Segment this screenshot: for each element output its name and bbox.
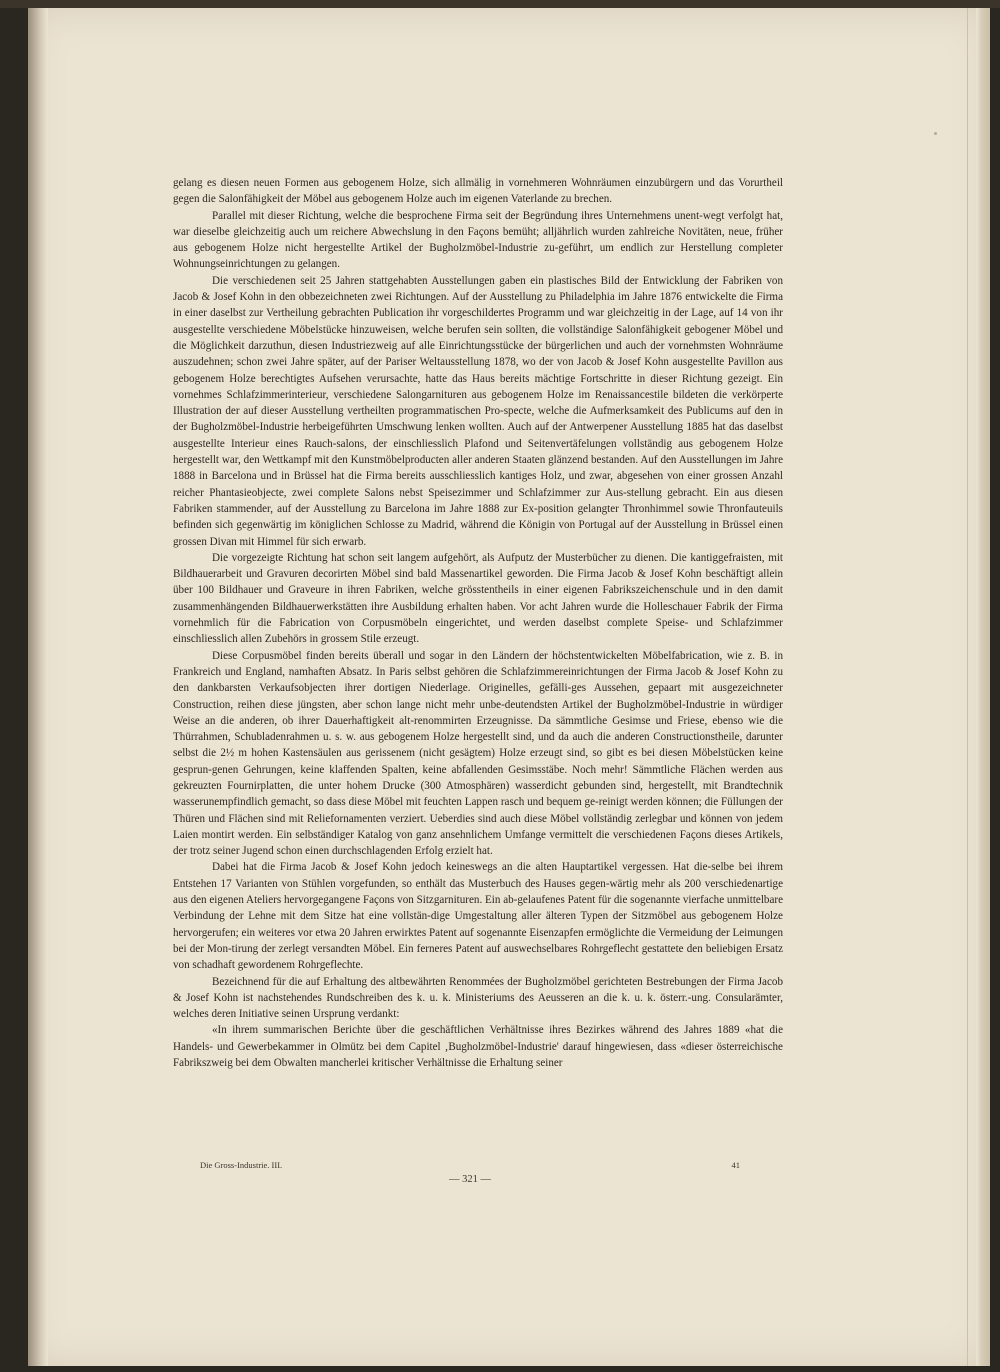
fore-edge-line bbox=[967, 8, 968, 1366]
page-gutter bbox=[28, 8, 48, 1366]
quote-paragraph: «In ihrem summarischen Berichte über die geschäftlichen Verhältnisse ihres Bezirkes während des Jahres 1889 «hat die Handels- und Gewerbekammer in Olmütz bei dem Capitel ‚Bugholzmöbel-Industrie' darauf hingewiesen, dass «dieser österreichische Fabrikszweig bei dem Obwalten mancherlei kritischer Verhältnisse die Erhaltung seiner bbox=[173, 1024, 783, 1070]
paragraph: Dabei hat die Firma Jacob & Josef Kohn jedoch keineswegs an die alten Hauptartikel vergessen. Hat die-selbe bei ihrem Entstehen 17 Varianten von Stühlen vorgefunden, so enthält das Musterbuch des Hauses gegen-wärtig mehr als 200 verschiedenartige aus den eigenen Ateliers hervorgegangene Façons von Sitzgarnituren. Ein ab-gelaufenes Patent für die sogenannte vierfache unmittelbare Verbindung der Lehne mit dem Sitze hat eine vollstän-dige Umgestaltung aller älteren Typen der Sitzmöbel aus gebogenem Holze hervorgerufen; ein weiteres vor etwa 20 Jahren erwirktes Patent auf sogenannte Eisenzapfen ermöglichte die Vermeidung der Leimungen bei der Mon-tirung der zerlegt versandten Möbel. Ein ferneres Patent auf auswechselbares Rohrgeflecht gestattete den beliebigen Ersatz von schadhaft gewordenem Rohrgeflechte. bbox=[173, 861, 783, 972]
signature-mark: 41 bbox=[731, 1160, 740, 1170]
body-text bbox=[173, 175, 783, 1071]
paragraph: Parallel mit dieser Richtung, welche die besprochene Firma seit der Begründung ihres Unternehmens unent-wegt verfolgt hat, war dieselbe gleichzeitig auch um reichere Abwechslung in den Façons bemüht; alljährlich wurden zahlreiche Novitäten, neue, früher aus gebogenem Holze nicht hergestellte Artikel der Bugholzmöbel-Industrie zu-geführt, um endlich zur Herstellung completer Wohnungseinrichtungen zu gelangen. bbox=[173, 209, 783, 271]
scan-background bbox=[0, 0, 1000, 8]
paper-speck bbox=[934, 132, 937, 135]
paragraph: Die vorgezeigte Richtung hat schon seit langem aufgehört, als Aufputz der Musterbücher zu dienen. Die kantiggefraisten, mit Bildhauerarbeit und Gravuren decorirten Möbel sind bald Massenartikel geworden. Die Firma Jacob & Josef Kohn beschäftigt allein über 100 Bildhauer und Graveure in ihren Fabriken, welche grösstentheils in einer eigenen Fabrikszeichenschule und in den damit zusammenhängenden Bildhauerwerkstätten ihre Ausbildung erhalten haben. Vor acht Jahren wurde die Holleschauer Fabrik der Firma vornehmlich für die Fabrication von Corpusmöbeln eingerichtet, und werden daselbst complete Speise- und Schlafzimmer einschliesslich allen Zubehörs in grossem Stile erzeugt. bbox=[173, 551, 783, 646]
paragraph: gelang es diesen neuen Formen aus gebogenem Holze, sich allmälig in vornehmeren Wohnräumen einzubürgern und das Vorurtheil gegen die Salonfähigkeit der Möbel aus gebogenem Holze auch im eigenen Vaterlande zu brechen. bbox=[173, 177, 783, 206]
running-footer-title: Die Gross-Industrie. III. bbox=[200, 1160, 283, 1170]
paragraph: Bezeichnend für die auf Erhaltung des altbewährten Renommées der Bugholzmöbel gerichteten Bestrebungen der Firma Jacob & Josef Kohn ist nachstehendes Rundschreiben des k. u. k. Ministeriums des Aeusseren an die k. u. k. österr.-ung. Consularämter, welches deren Initiative seinen Ursprung verdankt: bbox=[173, 975, 783, 1021]
page-number: — 321 — bbox=[449, 1174, 491, 1185]
page-fore-edge bbox=[976, 8, 990, 1366]
paragraph: Diese Corpusmöbel finden bereits überall und sogar in den Ländern der höchstentwickelten Möbelfabrication, wie z. B. in Frankreich und England, namhaften Absatz. In Paris selbst gehören die Schlafzimmereinrichtungen der Firma Jacob & Josef Kohn zu den dankbarsten Verkaufsobjecten ihrer dortigen Niederlage. Originelles, gefälli-ges Aussehen, gepaart mit ausgezeichneter Construction, reihen diese jüngsten, aber schon lange nicht mehr unbe-deutendsten Artikel der Bugholzmöbel-Industrie in würdiger Weise an die anderen, ob ihrer Dauerhaftigkeit alt-renommirten Erzeugnisse. Da sämmtliche Gesimse und Friese, ebenso wie die Thürrahmen, Schubladenrahmen u. s. w. aus gebogenem Holze hergestellt sind, und da auch die anderen Constructionstheile, darunter selbst die 2½ m hohen Kastensäulen aus gerissenem (nicht gesägtem) Holze erzeugt sind, so gibt es bei diesen Möbelstücken keine gesprun-genen Gehrungen, keine klaffenden Spalten, keine abfallenden Gesimsstäbe. Noch mehr! Sämmtliche Flächen werden aus gekreuzten Fournirplatten, die unter hohem Drucke (300 Atmosphären) wasserdicht gebunden sind, hergestellt, mit Brandtechnik wasserunempfindlich gemacht, so dass diese Möbel mit feuchten Lappen rasch und bequem ge-reinigt werden können; die Füllungen der Thüren und Flächen sind mit Reliefornamenten verziert. Ueberdies sind auch diese Möbel vollständig zerlegbar und können von jedem Laien montirt werden. Ein selbständiger Katalog von ganz ansehnlichem Umfange vermittelt die verschiedenen Façons dieses Artikels, der trotz seiner Jugend schon einen durchschlagenden Erfolg erzielt hat. bbox=[173, 649, 783, 858]
paragraph: Die verschiedenen seit 25 Jahren stattgehabten Ausstellungen gaben ein plastisches Bild der Entwicklung der Fabriken von Jacob & Josef Kohn in den obbezeichneten zwei Richtungen. Auf der Ausstellung zu Philadelphia im Jahre 1876 entwickelte die Firma in einer daselbst zur Vertheilung gebrachten Publication ihr vorgeschildertes Programm und war gleichzeitig in der Lage, auf 14 von ihr ausgestellte verschiedene Möbelstücke hinzuweisen, welche berufen sein sollten, die vollständige Salonfähigkeit gebogener Möbel und die Möglichkeit darzuthun, diesen Industriezweig auf alle Einrichtungsstücke der bürgerlichen und auch der vornehmsten Wohnräume auszudehnen; schon zwei Jahre später, auf der Pariser Weltausstellung 1878, wo der von Jacob & Josef Kohn ausgestellte Pavillon aus gebogenem Holze berechtigtes Aufsehen verursachte, hatte das Haus bereits mächtige Fortschritte in dieser Richtung gezeigt. Ein vornehmes Schlafzimmerinterieur, verschiedene Salongarnituren aus gebogenem Holze im Renaissancestile bildeten die verkörperte Illustration der auf dieser Ausstellung vertheilten programmatischen Pro-specte, welche die Aufmerksamkeit des Publicums auf den in der Bugholzmöbel-Industrie herbeigeführten Umschwung lenken wollten. Auch auf der Antwerpener Ausstellung 1885 hat das daselbst ausgestellte Interieur eines Rauch-salons, der einschliesslich Plafond und Seitenvertäfelungen vollständig aus gebogenem Holze hergestellt war, den Wettkampf mit den Kunstmöbelproducten aller anderen Staaten glänzend bestanden. Auf den Ausstellungen im Jahre 1888 in Barcelona und in Brüssel hat die Firma bereits ausschliesslich kantiges Holz, und zwar, abgesehen von einer grossen Anzahl reicher Phantasieobjecte, zwei complete Salons nebst Speisezimmer und Schlafzimmer zur Aus-stellung gebracht. Ein aus diesen Fabriken stammender, auf der Ausstellung zu Barcelona im Jahre 1888 zur Ex-position gelangter Thronhimmel sowie Thronfauteuils befinden sich gegenwärtig im königlichen Schlosse zu Madrid, während die Königin von Portugal auf der Ausstellung in Brüssel einen grossen Divan mit Himmel für sich erwarb. bbox=[173, 274, 783, 548]
